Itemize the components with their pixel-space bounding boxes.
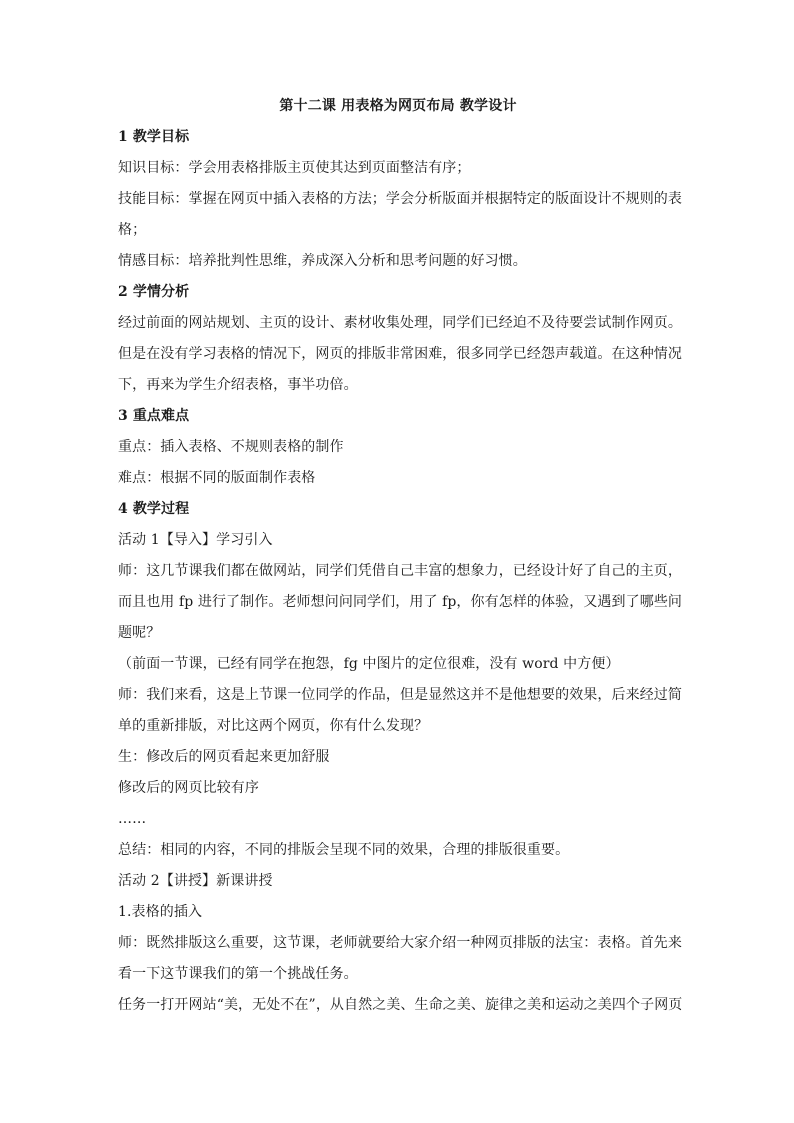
text-line: 任务一打开网站“美，无处不在”，从自然之美、生命之美、旋律之美和运动之美四个子网页 bbox=[118, 997, 683, 1013]
document-body bbox=[118, 122, 683, 1021]
text-line: 1.表格的插入 bbox=[118, 904, 203, 920]
section-heading: 4 教学过程 bbox=[118, 501, 190, 517]
text-line: 技能目标：掌握在网页中插入表格的方法；学会分析版面并根据特定的版面设计不规则的表 bbox=[118, 191, 682, 207]
text-line: 师：这几节课我们都在做网站，同学们凭借自己丰富的想象力，已经设计好了自己的主页， bbox=[118, 563, 682, 579]
section-heading: 1 教学目标 bbox=[118, 129, 190, 145]
text-line: …… bbox=[118, 811, 147, 827]
text-line: 知识目标：学会用表格排版主页使其达到页面整洁有序； bbox=[118, 160, 471, 176]
text-line: 生：修改后的网页看起来更加舒服 bbox=[118, 749, 330, 765]
text-line: 而且也用 fp 进行了制作。老师想问问同学们，用了 fp，你有怎样的体验，又遇到了哪些问 bbox=[118, 594, 683, 610]
text-line: 活动 1【导入】学习引入 bbox=[118, 532, 273, 548]
text-line: 重点：插入表格、不规则表格的制作 bbox=[118, 439, 344, 455]
document-title: 第十二课 用表格为网页布局 教学设计 bbox=[279, 98, 517, 114]
text-line: 难点：根据不同的版面制作表格 bbox=[118, 470, 316, 486]
section-heading: 2 学情分析 bbox=[118, 284, 190, 300]
text-line: 师：我们来看，这是上节课一位同学的作品，但是显然这并不是他想要的效果，后来经过简 bbox=[118, 687, 682, 703]
text-line: 单的重新排版，对比这两个网页，你有什么发现？ bbox=[118, 718, 429, 734]
text-line: 师：既然排版这么重要，这节课，老师就要给大家介绍一种网页排版的法宝：表格。首先来 bbox=[118, 935, 682, 951]
text-line: 看一下这节课我们的第一个挑战任务。 bbox=[118, 966, 358, 982]
text-line: 经过前面的网站规划、主页的设计、素材收集处理，同学们已经迫不及待要尝试制作网页。 bbox=[118, 315, 682, 331]
text-line: （前面一节课，已经有同学在抱怨，fg 中图片的定位很难，没有 word 中方便） bbox=[118, 656, 620, 672]
text-line: 格； bbox=[118, 222, 147, 238]
text-line: 总结：相同的内容，不同的排版会呈现不同的效果，合理的排版很重要。 bbox=[118, 842, 570, 858]
document-page bbox=[118, 96, 683, 1021]
text-line: 情感目标：培养批判性思维，养成深入分析和思考问题的好习惯。 bbox=[118, 253, 527, 269]
text-line: 题呢？ bbox=[118, 625, 161, 641]
text-line: 但是在没有学习表格的情况下，网页的排版非常困难，很多同学已经怨声载道。在这种情况 bbox=[118, 346, 682, 362]
text-line: 修改后的网页比较有序 bbox=[118, 780, 259, 796]
section-heading: 3 重点难点 bbox=[118, 408, 190, 424]
text-line: 活动 2【讲授】新课讲授 bbox=[118, 873, 273, 889]
text-line: 下，再来为学生介绍表格，事半功倍。 bbox=[118, 377, 358, 393]
